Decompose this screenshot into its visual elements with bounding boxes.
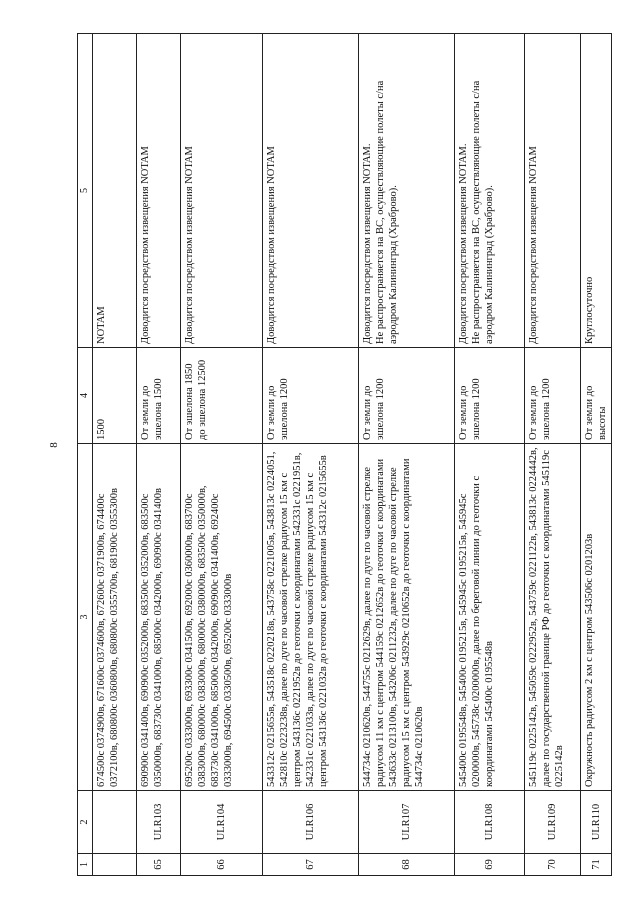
coordinates-cell: 545119с 0225142в, 545059с 0222952в, 543759с 0221122в, 543813с 0224442в, далее по государственной границе РФ до геоточки с координатами 545119с 0225142в (525, 444, 581, 791)
note-cell: Круглосуточно (581, 34, 612, 348)
note-cell: Доводится посредством извещения NOTAM. Не распространяется на ВС, осуществляющие полеты с/на аэродром Калининград (Храброво). (359, 34, 455, 348)
table-row (93, 34, 137, 876)
table-row (263, 34, 359, 876)
table-header-row (78, 34, 93, 876)
note-cell: Доводится посредством извещения NOTAM. Не распространяется на ВС, осуществляющие полеты с/на аэродром Калининград (Храброво). (455, 34, 525, 348)
table-row (181, 34, 263, 876)
page-number: 8 (48, 442, 60, 448)
row-number: 66 (181, 854, 263, 876)
coordinates-cell: 695200с 0333000в, 693300с 0341500в, 692000с 0360000в, 683700с 0383000в, 680000с 0383000в, 680000с 0380000в, 683500с 0350000в, 683730с 0341000в, 685000с 0342000в, 690900с 0341400в, 692400с 0333000в, 694500с 0330500в, 695200с 0333000в (181, 444, 263, 791)
coordinates-cell: Окружность радиусом 2 км с центром 543506с 0201203в (581, 444, 612, 791)
coordinates-cell: 543312с 0215655в, 543518с 0220218в, 543758с 0221005в, 543813с 0224051, 542810с 0223238в, далее по дуге по часовой стрелке радиусом 15 км с центром 543136с 0221952в до геоточки с координатами 542331с 0221951в, 542331с 0221033в, далее по дуге по часовой стрелке радиусом 15 км с центром 543136с 0221032в до геоточки с координатами 543312с 0215655в (263, 444, 359, 791)
altitude-cell: От эшелона 1850 до эшелона 12500 (181, 348, 263, 444)
row-number: 71 (581, 854, 612, 876)
table-row (525, 34, 581, 876)
zone-code: ULR108 (455, 791, 525, 854)
altitude-cell: От земли до эшелона 1500 (137, 348, 181, 444)
rotated-table-page (77, 34, 608, 876)
note-cell: Доводится посредством извещения NOTAM (525, 34, 581, 348)
row-number: 65 (137, 854, 181, 876)
header-cell: 2 (78, 791, 93, 854)
altitude-cell: От земли до эшелона 1200 (263, 348, 359, 444)
note-cell: Доводится посредством извещения NOTAM (263, 34, 359, 348)
header-cell: 3 (78, 444, 93, 791)
table-row (137, 34, 181, 876)
note-cell: Доводится посредством извещения NOTAM (137, 34, 181, 348)
zone-code: ULR106 (263, 791, 359, 854)
zone-code: ULR103 (137, 791, 181, 854)
zone-code (93, 791, 137, 854)
header-cell: 4 (78, 348, 93, 444)
altitude-cell: 1500 (93, 348, 137, 444)
coordinates-cell: 690900с 0341400в, 690900с 0352000в, 683500с 0352000в, 683500с 0350000в, 683730с 0341000в, 685000с 0342000в, 690900с 0341400в (137, 444, 181, 791)
zone-code: ULR107 (359, 791, 455, 854)
note-cell: Доводится посредством извещения NOTAM (181, 34, 263, 348)
table-row (359, 34, 455, 876)
table-row (581, 34, 612, 876)
altitude-cell: От земли до эшелона 1200 (525, 348, 581, 444)
coordinates-cell: 544734с 0210620в, 544755с 0212629в, далее по дуге по часовой стрелке радиусом 11 км с центром 544159с 0212652в до геоточки с координатами 543633с 0213100в, 543206с 0211232в, далее по дуге по часовой стрелке радиусом 15 км с центром 543929с 0210652в до геоточки с координатами 544734с 0210620в (359, 444, 455, 791)
coordinates-cell: 674500с 0374900в, 671600с 0374600в, 672600с 0371900в, 674400с 0372100в, 680800с 0360800в, 680800с 0355700в, 681900с 0355300в (93, 444, 137, 791)
zone-code: ULR110 (581, 791, 612, 854)
coordinates-cell: 545400с 0195548в, 545400с 0195215в, 545945с 0195215в, 545945с 0200000в, 545738с 0200000в, далее по береговой линии до геоточки с координатами 545400с 0195548в (455, 444, 525, 791)
row-number (93, 854, 137, 876)
airspace-table (77, 33, 612, 876)
note-cell: NOTAM (93, 34, 137, 348)
header-cell: 5 (78, 34, 93, 348)
header-cell: 1 (78, 854, 93, 876)
zone-code: ULR104 (181, 791, 263, 854)
altitude-cell: От земли до эшелона 1200 (359, 348, 455, 444)
row-number: 69 (455, 854, 525, 876)
row-number: 68 (359, 854, 455, 876)
table-row (455, 34, 525, 876)
row-number: 70 (525, 854, 581, 876)
zone-code: ULR109 (525, 791, 581, 854)
altitude-cell: От земли до высоты (581, 348, 612, 444)
altitude-cell: От земли до эшелона 1200 (455, 348, 525, 444)
row-number: 67 (263, 854, 359, 876)
